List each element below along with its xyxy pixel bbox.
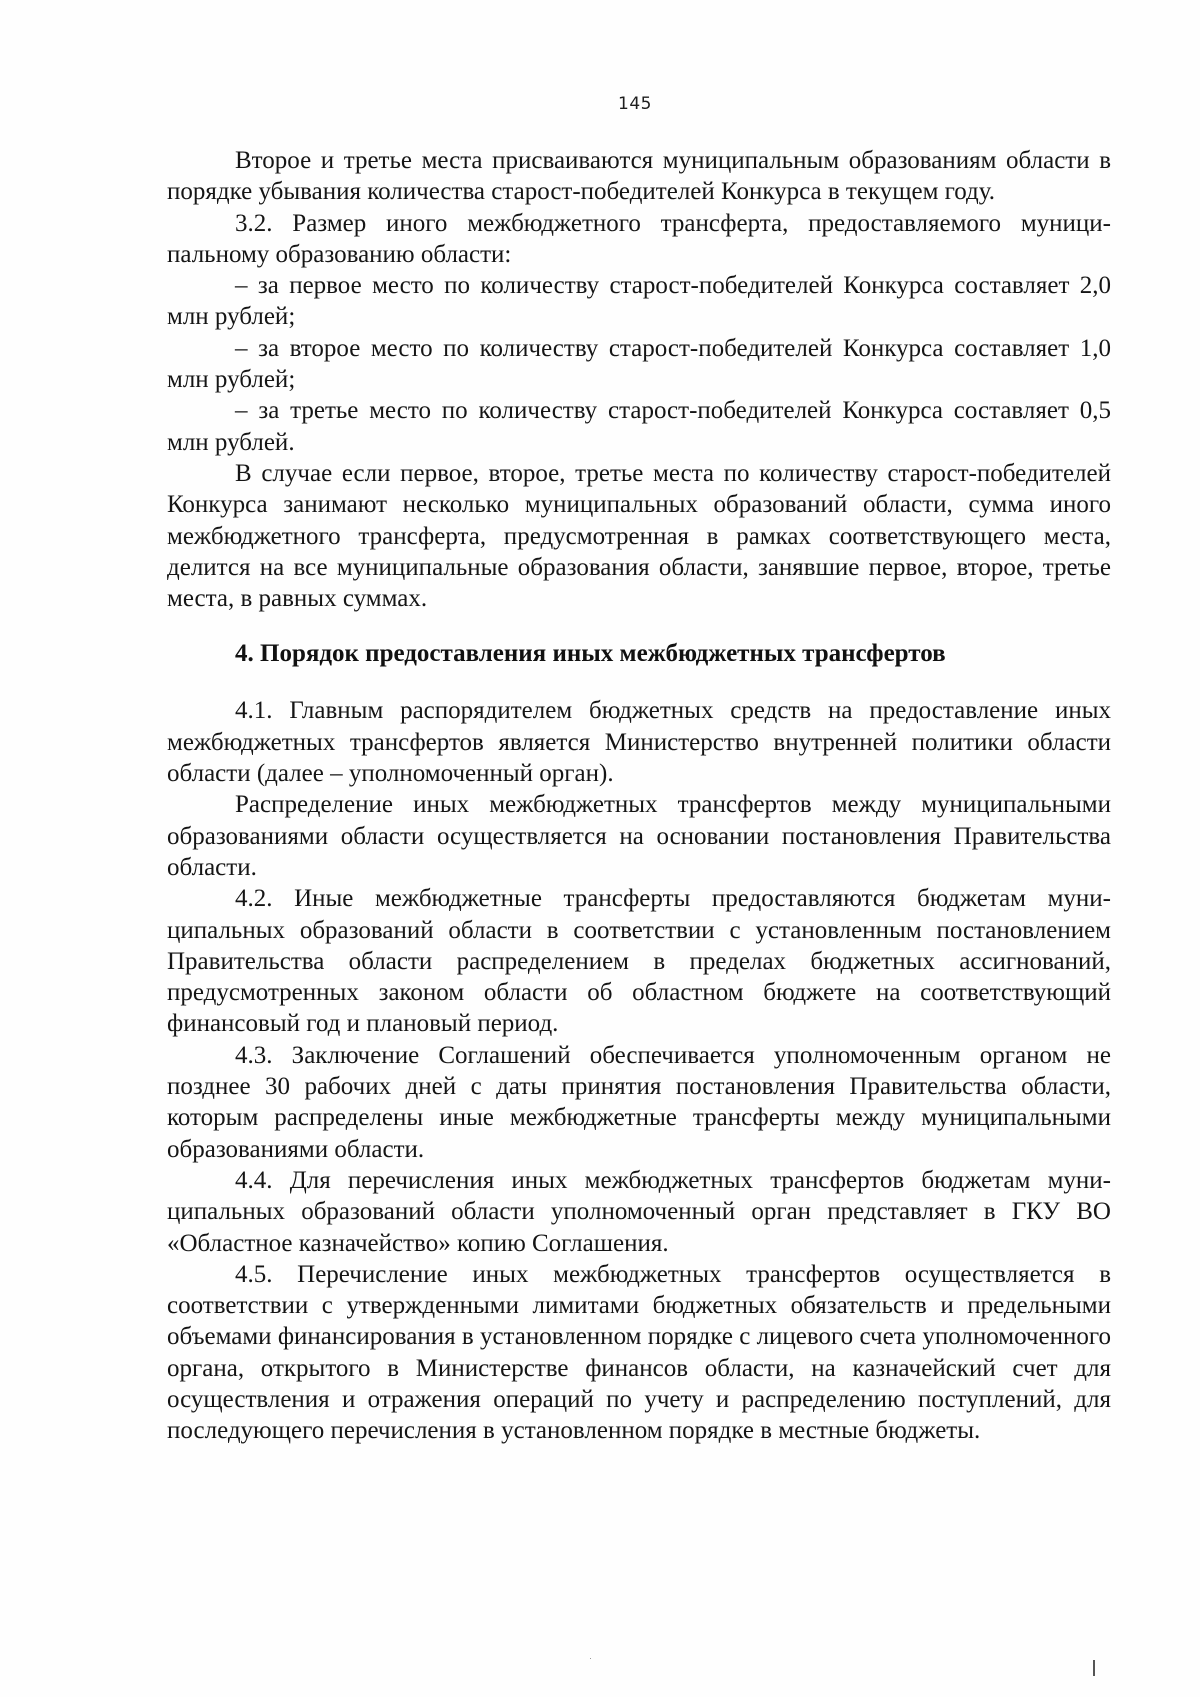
paragraph-4-3: 4.3. Заключение Соглашений обеспечивается уполномоченным органом не позднее 30 рабочих дней с даты принятия постановления Правительства области, которым распределены иные межбюджетные трансферты между муниципальными образованиями области. [167, 1041, 1111, 1163]
paragraph-distribution: Распределение иных межбюджетных трансфертов между муниципальными образованиями области осуществляется на основании постановления Правительства области. [167, 791, 1111, 881]
paragraph-3-2-transfer-size: 3.2. Размер иного межбюджетного трансферта, предоставляемого муниципальному образованию области: [167, 209, 1111, 268]
list-item-first-place: – за первое место по количеству старост-победителей Конкурса составляет 2,0 млн рублей; [167, 272, 1111, 331]
paragraph-shared-places: В случае если первое, второе, третье места по количеству старост-победителей Конкурса занимают несколько муниципальных образований области, сумма иного межбюджетного трансферта, предусмотренная в рамках соответствующего места, делится на все муниципальные образования области, занявшие первое, второе, третье места, в равных суммах. [167, 459, 1111, 613]
paragraph-ranking-order: Второе и третье места присваиваются муниципальным образованиям области в порядке убывания количества старост-победителей Конкурса в текущем году. [167, 147, 1111, 206]
paragraph-4-4: 4.4. Для перечисления иных межбюджетных трансфертов бюджетам муниципальных образований области уполномоченный орган представляет в ГКУ ВО «Областное казначейство» копию Соглашения. [167, 1166, 1111, 1257]
paragraph-4-2: 4.2. Иные межбюджетные трансферты предоставляются бюджетам муниципальных образований области в соответствии с установленным постановлением Правительства области распределением в пределах бюджетных ассигнований, предусмотренных законом области об областном бюджете на соответствующий финансовый год и плановый период. [167, 885, 1111, 1038]
paragraph-4-1: 4.1. Главным распорядителем бюджетных средств на предоставление иных межбюджетных трансфертов является Министерство внутренней политики области области (далее – уполномоченный орган). [167, 697, 1111, 788]
list-item-third-place: – за третье место по количеству старост-победителей Конкурса составляет 0,5 млн рублей. [167, 397, 1111, 456]
paragraph-4-5: 4.5. Перечисление иных межбюджетных трансфертов осуществляется в соответствии с утвержденными лимитами бюджетных обязательств и предельными объемами финансирования в установленном порядке с лицевого счета уполномоченного органа, открытого в Министерстве финансов области, на казначейский счет для осуществления и отражения операций по учету и распределению поступлений, для последующего перечисления в установленном порядке в местные бюджеты. [167, 1260, 1111, 1445]
scan-dot-bottom [590, 1658, 591, 1659]
document-body [167, 145, 1111, 1447]
scan-mark-bottom-right [1093, 1660, 1095, 1676]
list-item-second-place: – за второе место по количеству старост-победителей Конкурса составляет 1,0 млн рублей; [167, 334, 1111, 394]
section-4-title: 4. Порядок предоставления иных межбюджетных трансфертов [235, 640, 946, 668]
page-number: 145 [618, 94, 652, 114]
